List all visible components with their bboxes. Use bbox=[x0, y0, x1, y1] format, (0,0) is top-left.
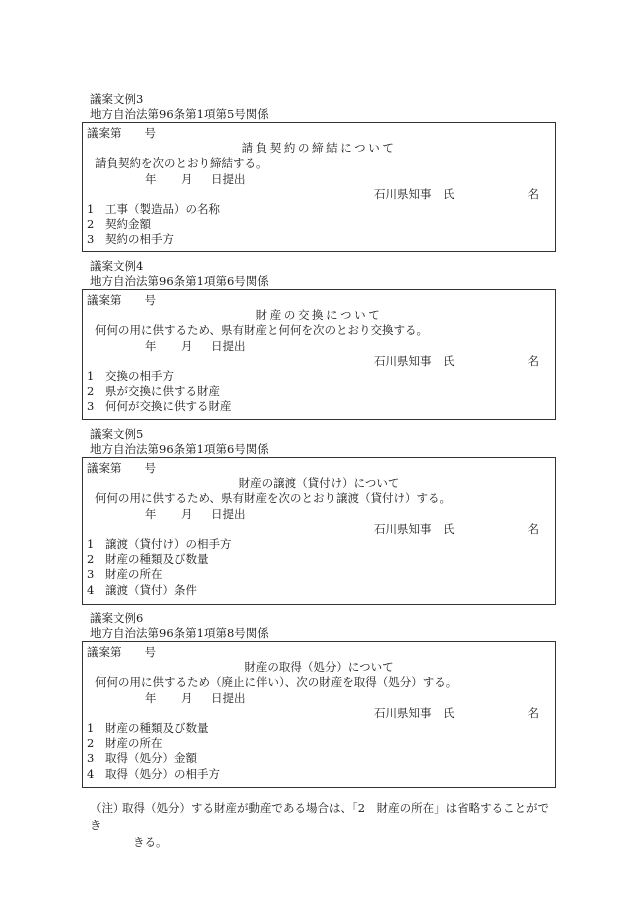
list-item: 3 何何が交換に供する財産 bbox=[87, 399, 232, 414]
bill-number: 議案第 号 bbox=[87, 645, 156, 659]
signer-name: 名 bbox=[527, 186, 539, 201]
footnote-line-2: きる。 bbox=[133, 835, 168, 849]
bill-box bbox=[82, 289, 556, 420]
date-year: 年 bbox=[145, 171, 157, 186]
signer bbox=[87, 354, 551, 369]
bill-number: 議案第 号 bbox=[87, 461, 156, 475]
date-year: 年 bbox=[145, 690, 157, 705]
bill-box bbox=[82, 641, 556, 788]
case-5 bbox=[82, 427, 556, 605]
signer-office: 石川県知事 氏 bbox=[374, 705, 455, 720]
signer-office: 石川県知事 氏 bbox=[374, 353, 455, 368]
case-3 bbox=[82, 92, 556, 252]
case-caption: 議案文例3 bbox=[90, 92, 144, 106]
case-caption: 議案文例6 bbox=[90, 611, 144, 625]
bill-body: 請負契約を次のとおり締結する。 bbox=[95, 156, 268, 171]
bill-number: 議案第 号 bbox=[87, 293, 156, 307]
bill-title: 財産の取得（処分）について bbox=[244, 660, 394, 675]
signer-office: 石川県知事 氏 bbox=[374, 521, 455, 536]
signer bbox=[87, 522, 551, 537]
signer-name: 名 bbox=[527, 705, 539, 720]
signer-name: 名 bbox=[527, 521, 539, 536]
date-month: 月 bbox=[181, 506, 193, 521]
list-item: 2 県が交換に供する財産 bbox=[87, 384, 220, 399]
list-item: 4 取得（処分）の相手方 bbox=[87, 766, 220, 781]
date-day: 日提出 bbox=[211, 171, 246, 186]
bill-body: 何何の用に供するため（廃止に伴い）、次の財産を取得（処分）する。 bbox=[95, 675, 458, 690]
case-4 bbox=[82, 259, 556, 420]
bill-box bbox=[82, 457, 556, 605]
bill-title: 財産の交換について bbox=[255, 308, 383, 323]
bill-title: 請負契約の締結について bbox=[241, 141, 397, 156]
submission-date bbox=[87, 691, 551, 706]
submission-date bbox=[87, 507, 551, 522]
date-day: 日提出 bbox=[211, 338, 246, 353]
bill-body: 何何の用に供するため、県有財産と何何を次のとおり交換する。 bbox=[95, 323, 429, 338]
footnote-tag: （注） bbox=[90, 801, 125, 815]
signer-name: 名 bbox=[527, 353, 539, 368]
list-item: 4 譲渡（貸付）条件 bbox=[87, 582, 197, 597]
law-reference: 地方自治法第96条第1項第6号関係 bbox=[90, 274, 269, 288]
law-reference: 地方自治法第96条第1項第8号関係 bbox=[90, 626, 269, 640]
case-caption: 議案文例4 bbox=[90, 259, 144, 273]
signer bbox=[87, 187, 551, 202]
case-caption: 議案文例5 bbox=[90, 427, 144, 441]
bill-body: 何何の用に供するため、県有財産を次のとおり譲渡（貸付け）する。 bbox=[95, 491, 452, 506]
list-item: 2 契約金額 bbox=[87, 217, 151, 232]
submission-date bbox=[87, 339, 551, 354]
bill-title: 財産の譲渡（貸付け）について bbox=[238, 476, 400, 491]
date-month: 月 bbox=[181, 690, 193, 705]
date-year: 年 bbox=[145, 338, 157, 353]
list-item: 1 譲渡（貸付け）の相手方 bbox=[87, 536, 232, 551]
list-item: 1 工事（製造品）の名称 bbox=[87, 201, 220, 216]
date-year: 年 bbox=[145, 506, 157, 521]
date-month: 月 bbox=[181, 171, 193, 186]
submission-date bbox=[87, 172, 551, 187]
list-item: 3 契約の相手方 bbox=[87, 232, 174, 247]
date-day: 日提出 bbox=[211, 690, 246, 705]
bill-number: 議案第 号 bbox=[87, 126, 156, 140]
list-item: 1 交換の相手方 bbox=[87, 368, 174, 383]
law-reference: 地方自治法第96条第1項第6号関係 bbox=[90, 442, 269, 456]
bill-box bbox=[82, 122, 556, 252]
footnote-line-1 bbox=[90, 800, 560, 834]
case-6 bbox=[82, 611, 556, 788]
signer bbox=[87, 706, 551, 721]
list-item: 3 取得（処分）金額 bbox=[87, 751, 197, 766]
list-item: 2 財産の種類及び数量 bbox=[87, 552, 209, 567]
footnote-text: 取得（処分）する財産が動産である場合は、「2 財産の所在」は省略することができ bbox=[90, 801, 550, 832]
list-item: 3 財産の所在 bbox=[87, 567, 163, 582]
list-item: 2 財産の所在 bbox=[87, 736, 163, 751]
law-reference: 地方自治法第96条第1項第5号関係 bbox=[90, 107, 269, 121]
date-month: 月 bbox=[181, 338, 193, 353]
footnote bbox=[90, 800, 560, 851]
list-item: 1 財産の種類及び数量 bbox=[87, 720, 209, 735]
signer-office: 石川県知事 氏 bbox=[374, 186, 455, 201]
date-day: 日提出 bbox=[211, 506, 246, 521]
